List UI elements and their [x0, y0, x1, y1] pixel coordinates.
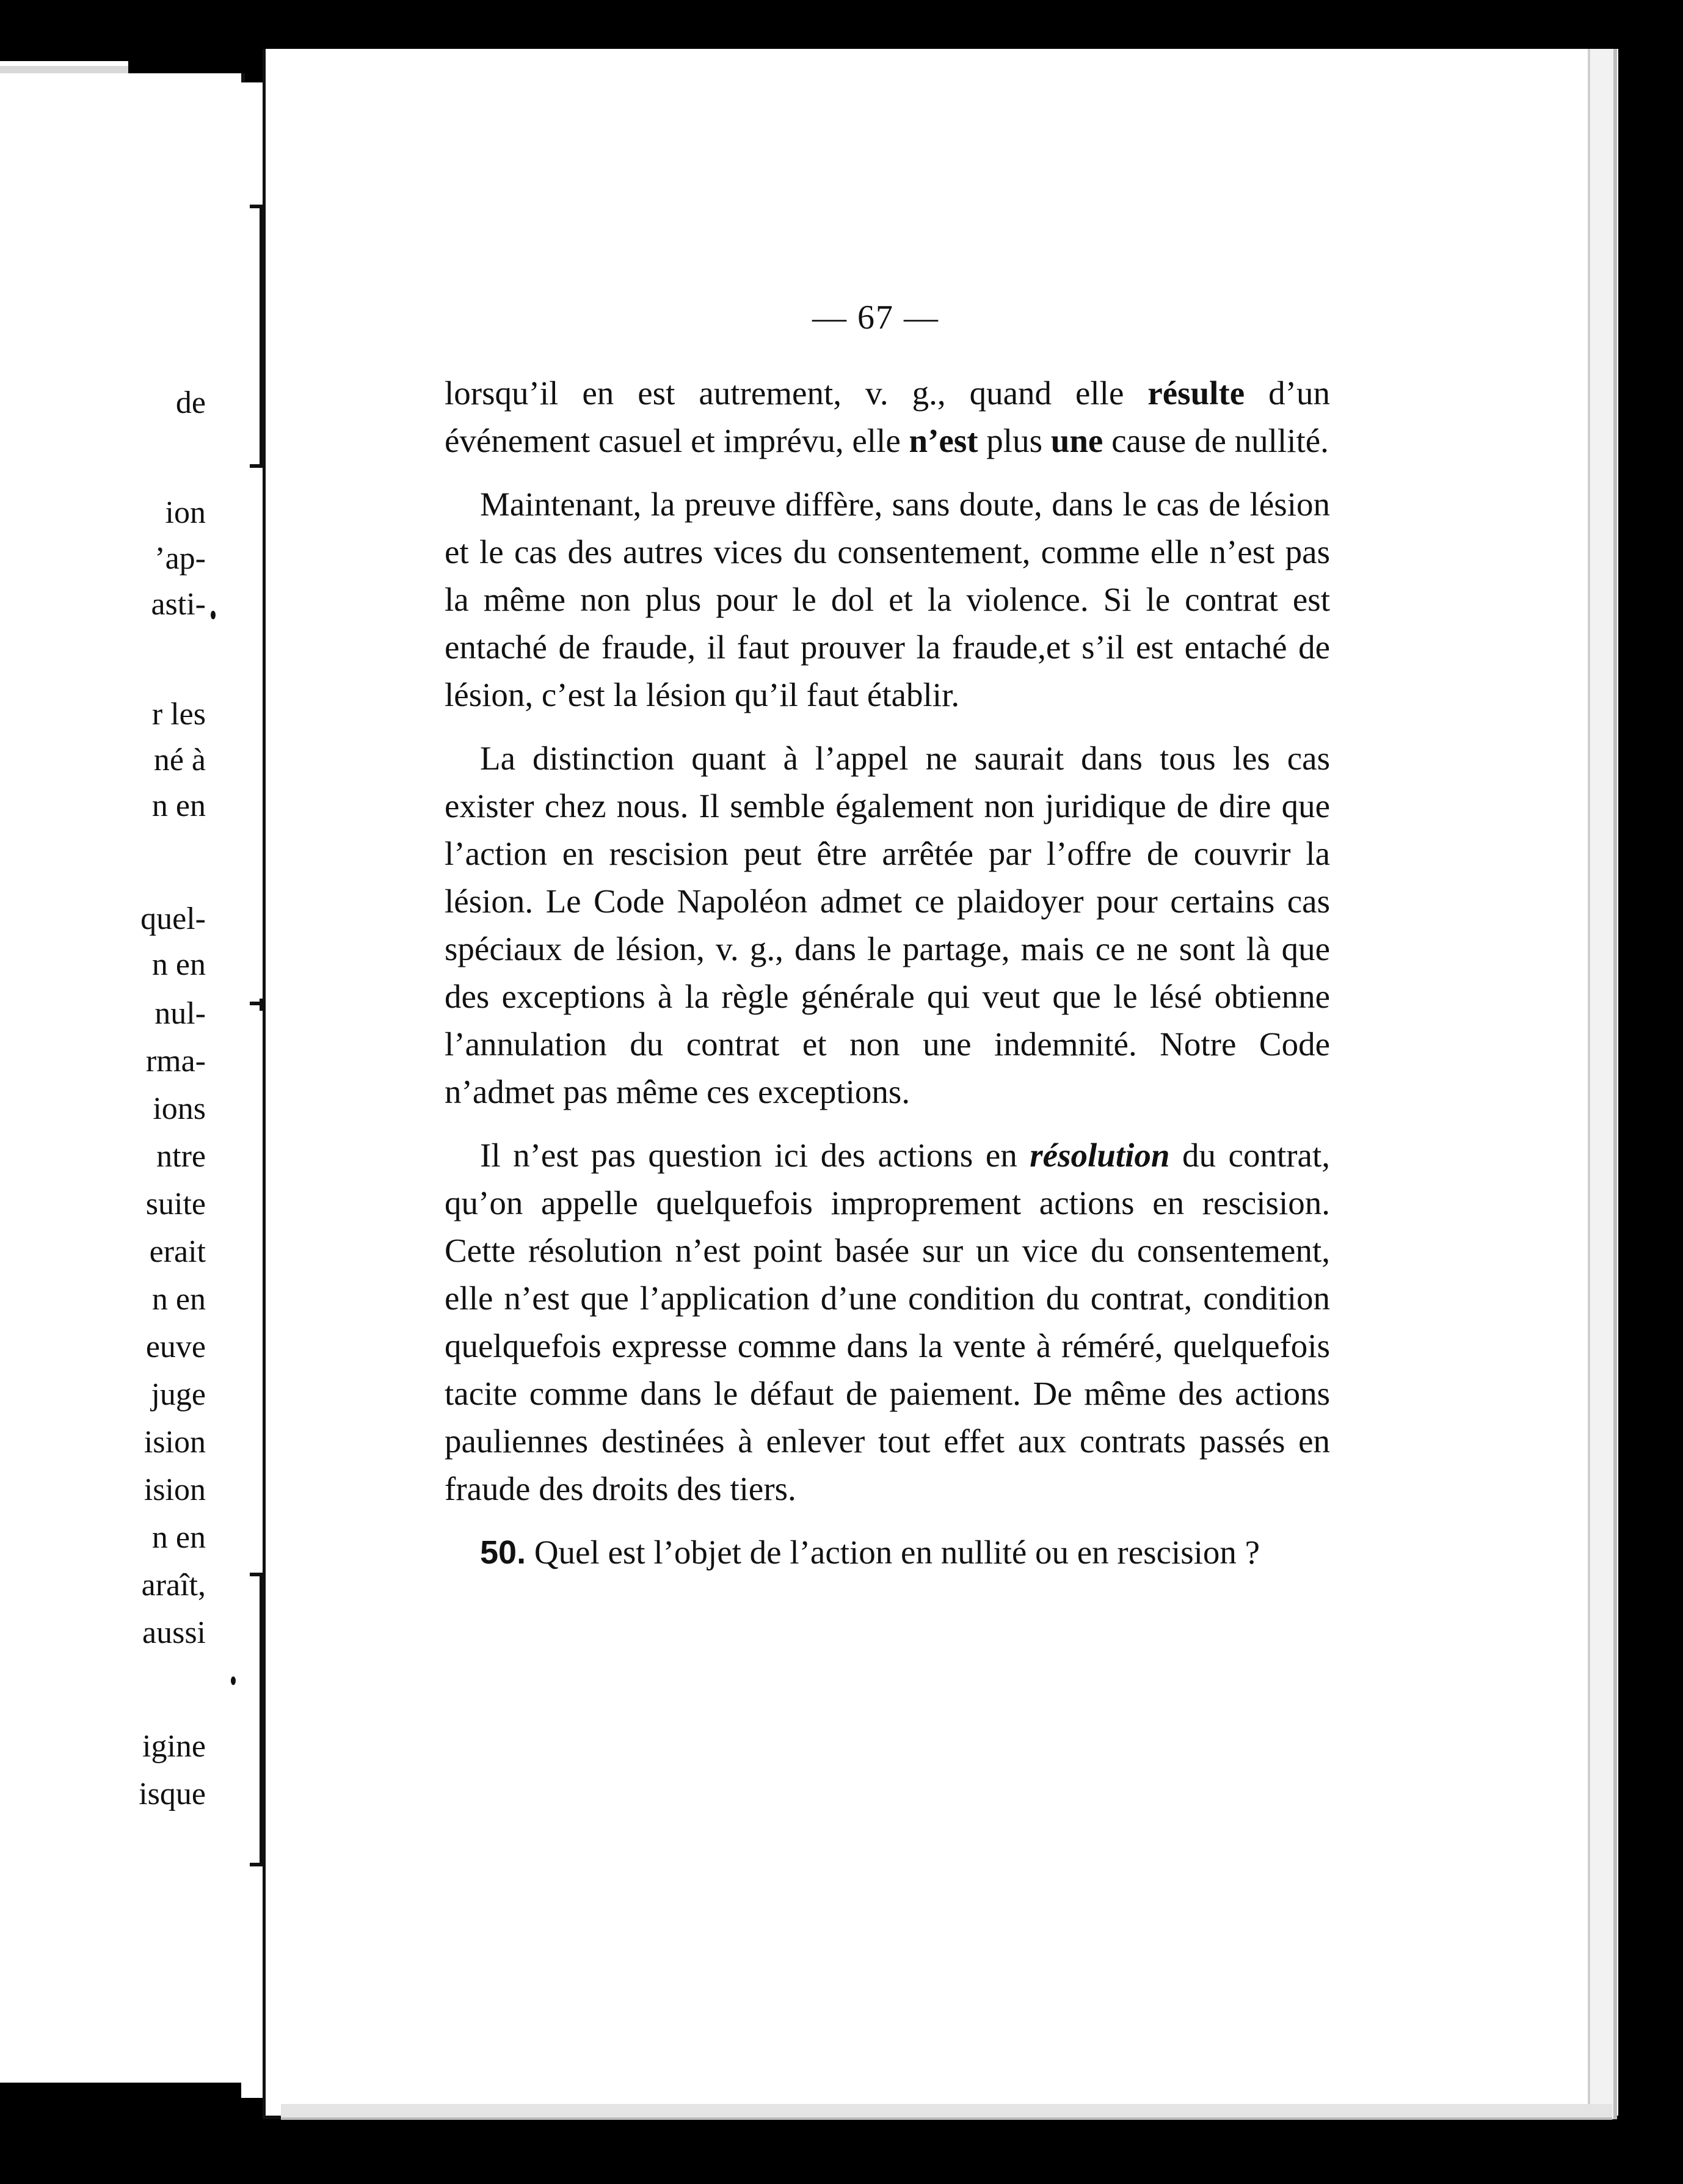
left-page-line: erait	[149, 1234, 206, 1269]
bold-word: n’est	[909, 422, 978, 459]
speck	[231, 1676, 236, 1685]
left-page-line: n en	[151, 1520, 206, 1555]
paragraph	[445, 369, 1330, 465]
left-page-line: de	[175, 385, 206, 420]
text-run: plus	[978, 422, 1051, 459]
left-page-line: aussi	[142, 1615, 206, 1650]
left-page-line: ions	[153, 1091, 206, 1126]
left-page-line: né à	[153, 743, 206, 777]
left-page-line: juge	[151, 1377, 206, 1412]
paragraph	[445, 1132, 1330, 1513]
question-text: Quel est l’objet de l’action en nullité ou en rescision ?	[526, 1534, 1260, 1571]
bold-word: une	[1050, 422, 1103, 459]
left-page-line: ’ap-	[154, 541, 206, 576]
left-page-line: n en	[151, 947, 206, 982]
page-bottom-edge	[281, 2104, 1612, 2120]
text-run: d’un événement casuel et imprévu, elle	[445, 374, 1330, 459]
text-run: lorsqu’il en est autrement, v. g., quand elle	[445, 374, 1148, 412]
left-page-line: nul-	[154, 996, 206, 1031]
page-number: — 67 —	[812, 299, 939, 337]
left-page-line: suite	[145, 1187, 206, 1221]
speck	[211, 611, 216, 619]
text-run: cause de nullité.	[1103, 422, 1329, 459]
question-number: 50.	[480, 1534, 526, 1571]
left-page-line: isque	[139, 1777, 206, 1811]
previous-page-fragment	[0, 73, 245, 2083]
text-run: du contrat, qu’on appelle quelquefois improprement actions en rescision. Cette résolution n’est point basée sur un vice du consentement, elle n’est que l’application d’une condition du contrat, condition quelquefois expresse comme dans la vente à réméré, quelquefois tacite comme dans le défaut de paiement. De même des actions pauliennes destinées à enlever tout effet aux contrats passés en fraude des droits des tiers.	[445, 1137, 1330, 1507]
italic-term: résolution	[1030, 1137, 1170, 1174]
left-page-line: ision	[144, 1472, 206, 1507]
left-page-line: n en	[151, 1282, 206, 1317]
left-page-line: rma-	[145, 1044, 206, 1079]
bold-word: résulte	[1147, 374, 1245, 412]
left-page-line: asti-	[151, 587, 206, 622]
left-page-line: r les	[151, 697, 206, 732]
left-page-line: igine	[142, 1729, 206, 1764]
paragraph: La distinction quant à l’appel ne saurait dans tous les cas exister chez nous. Il semble également non juridique de dire que l’action en rescision peut être arrêtée par l’offre de couvrir la lésion. Le Code Napoléon admet ce plaidoyer pour certains cas spéciaux de lésion, v. g., dans le partage, mais ce ne sont là que des exceptions à la règle générale qui veut que le lésé obtienne l’annulation du contrat et non une indemnité. Notre Code n’admet pas même ces exceptions.	[445, 740, 1330, 1110]
page-body	[445, 369, 1330, 1592]
text-run: Il n’est pas question ici des actions en	[480, 1137, 1030, 1174]
question-paragraph	[445, 1529, 1330, 1576]
left-page-line: ision	[144, 1425, 206, 1460]
paragraph: Maintenant, la preuve diffère, sans doute, dans le cas de lésion et le cas des autres vices du consentement, comme elle n’est pas la même non plus pour le dol et la violence. Si le contrat est entaché de fraude, il faut prouver la fraude,et s’il est entaché de lésion, c’est la lésion qu’il faut établir.	[445, 486, 1330, 713]
left-page-line: quel-	[140, 901, 206, 936]
left-page-line: ntre	[156, 1139, 206, 1174]
left-page-line: araît,	[141, 1568, 206, 1603]
left-page-line: n en	[151, 788, 206, 823]
page-stack-edge	[1588, 49, 1617, 2119]
left-page-line: ion	[165, 495, 206, 530]
left-page-line: euve	[145, 1330, 206, 1364]
